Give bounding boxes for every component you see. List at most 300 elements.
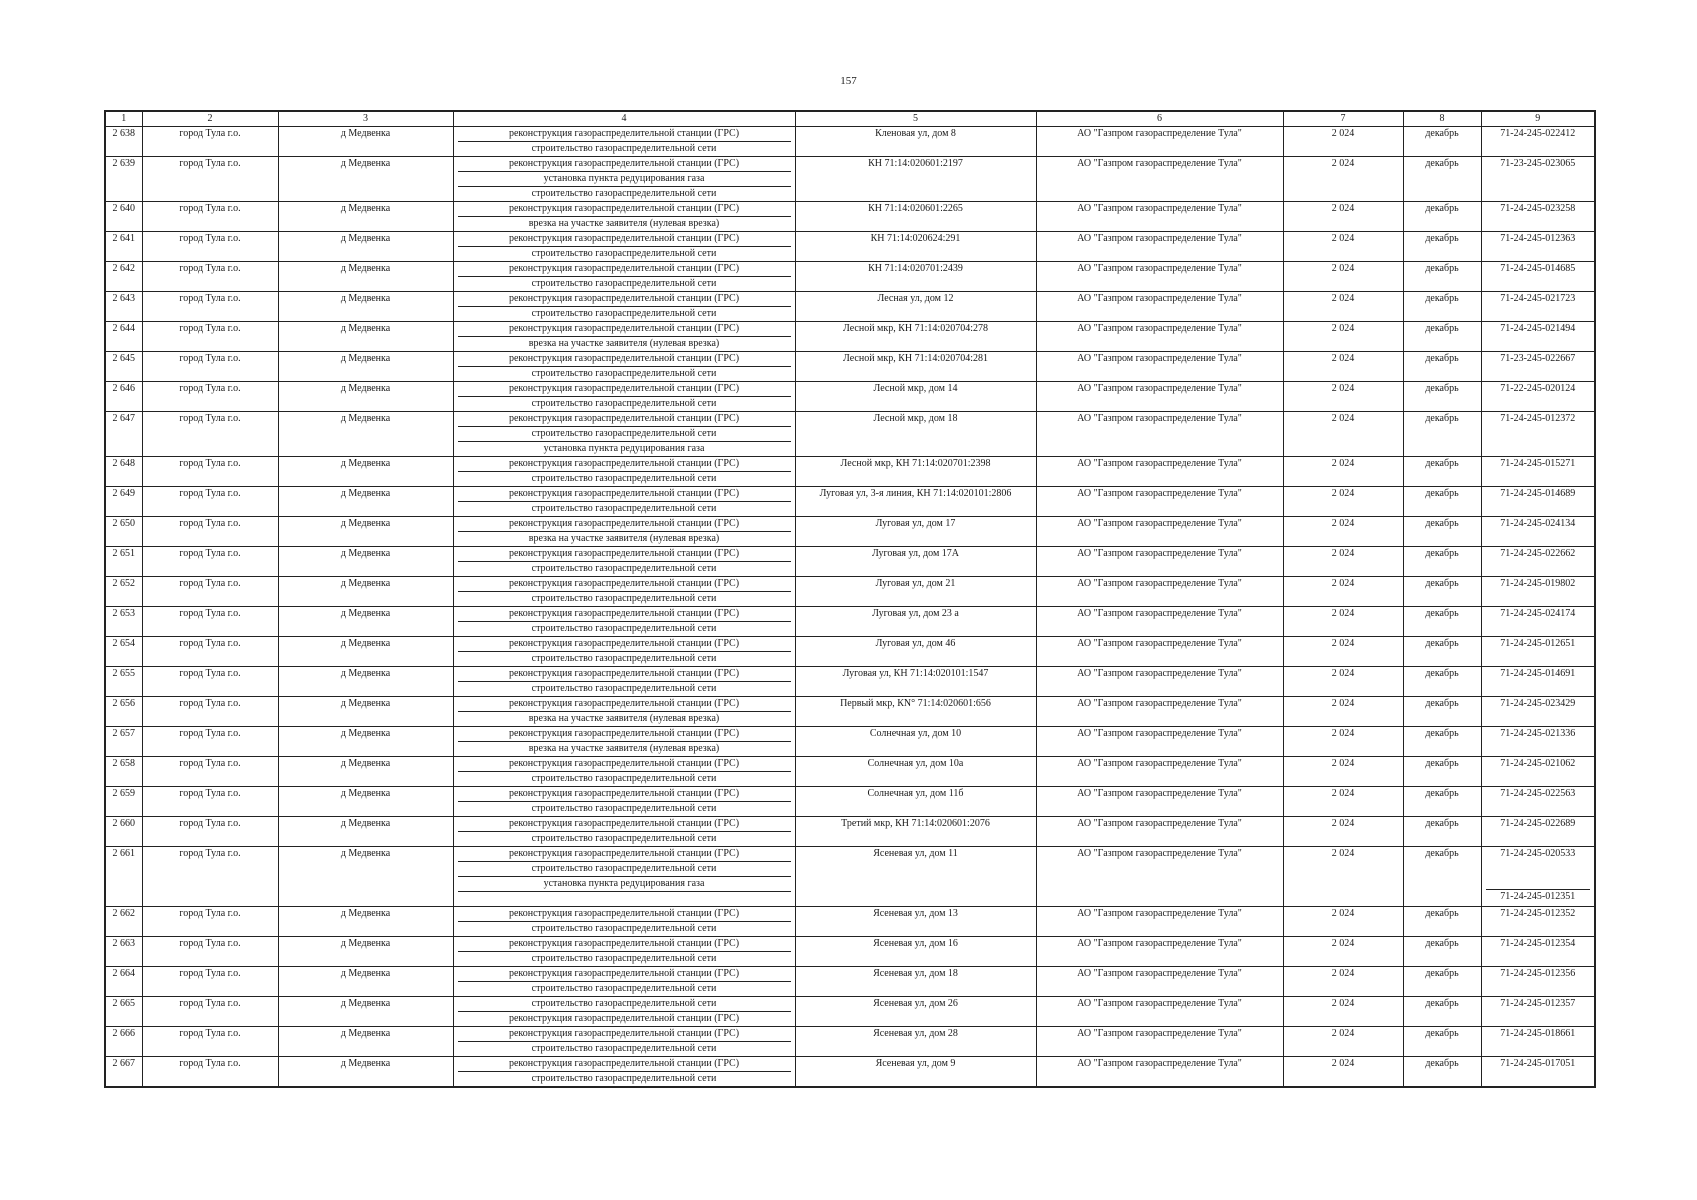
month-cell: декабрь <box>1403 997 1481 1027</box>
address-cell: Ясеневая ул, дом 16 <box>795 937 1036 967</box>
year-cell: 2 024 <box>1283 667 1403 697</box>
table-row <box>105 322 1595 352</box>
table-row <box>105 847 1595 907</box>
num-cell: 2 655 <box>105 667 142 697</box>
year-cell: 2 024 <box>1283 412 1403 457</box>
column-header-9: 9 <box>1481 111 1595 127</box>
works-cell <box>453 1057 795 1088</box>
table-row <box>105 697 1595 727</box>
address-cell: Третий мкр, КН 71:14:020601:2076 <box>795 817 1036 847</box>
address-cell: Ясеневая ул, дом 11 <box>795 847 1036 907</box>
year-cell: 2 024 <box>1283 1057 1403 1088</box>
cadastral-number: 71-24-245-012356 <box>1500 968 1576 979</box>
cadastral-number: 71-24-245-015271 <box>1500 458 1576 469</box>
work-item: реконструкция газораспределительной станции (ГРС) <box>458 697 791 712</box>
cadastral-number: 71-24-245-022412 <box>1500 128 1576 139</box>
work-item: строительство газораспределительной сети <box>458 997 791 1012</box>
organization-cell: АО "Газпром газораспределение Тула" <box>1036 757 1283 787</box>
cadastral-number: 71-24-245-012357 <box>1500 998 1576 1009</box>
municipality-cell: город Тула г.о. <box>142 757 278 787</box>
settlement-cell: д Медвенка <box>278 1057 453 1088</box>
works-cell <box>453 457 795 487</box>
month-cell: декабрь <box>1403 352 1481 382</box>
num-cell: 2 646 <box>105 382 142 412</box>
work-item <box>458 892 791 906</box>
settlement-cell: д Медвенка <box>278 157 453 202</box>
work-item: реконструкция газораспределительной станции (ГРС) <box>458 157 791 172</box>
num-cell: 2 647 <box>105 412 142 457</box>
work-item: реконструкция газораспределительной станции (ГРС) <box>458 352 791 367</box>
table-row <box>105 292 1595 322</box>
works-cell <box>453 637 795 667</box>
municipality-cell: город Тула г.о. <box>142 547 278 577</box>
year-cell: 2 024 <box>1283 232 1403 262</box>
column-header-7: 7 <box>1283 111 1403 127</box>
work-item: реконструкция газораспределительной станции (ГРС) <box>458 262 791 277</box>
cadastral-number: 71-24-245-024174 <box>1500 608 1576 619</box>
settlement-cell: д Медвенка <box>278 577 453 607</box>
organization-cell: АО "Газпром газораспределение Тула" <box>1036 967 1283 997</box>
num-cell: 2 662 <box>105 907 142 937</box>
settlement-cell: д Медвенка <box>278 727 453 757</box>
cadastral-cell <box>1481 817 1595 847</box>
work-item: врезка на участке заявителя (нулевая врезка) <box>528 218 720 229</box>
municipality-cell: город Тула г.о. <box>142 487 278 517</box>
municipality-cell: город Тула г.о. <box>142 787 278 817</box>
work-item: строительство газораспределительной сети <box>531 398 717 409</box>
address-cell: КН 71:14:020601:2265 <box>795 202 1036 232</box>
municipality-cell: город Тула г.о. <box>142 937 278 967</box>
municipality-cell: город Тула г.о. <box>142 352 278 382</box>
work-item: строительство газораспределительной сети <box>531 503 717 514</box>
works-cell <box>453 262 795 292</box>
num-cell: 2 660 <box>105 817 142 847</box>
settlement-cell: д Медвенка <box>278 232 453 262</box>
cadastral-cell <box>1481 322 1595 352</box>
num-cell: 2 649 <box>105 487 142 517</box>
works-cell <box>453 577 795 607</box>
municipality-cell: город Тула г.о. <box>142 127 278 157</box>
works-cell <box>453 787 795 817</box>
settlement-cell: д Медвенка <box>278 847 453 907</box>
municipality-cell: город Тула г.о. <box>142 157 278 202</box>
municipality-cell: город Тула г.о. <box>142 727 278 757</box>
address-cell: Лесной мкр, дом 18 <box>795 412 1036 457</box>
cadastral-number: 71-24-245-021336 <box>1500 728 1576 739</box>
cadastral-cell <box>1481 127 1595 157</box>
cadastral-cell <box>1481 577 1595 607</box>
municipality-cell: город Тула г.о. <box>142 517 278 547</box>
table-row <box>105 967 1595 997</box>
cadastral-cell <box>1481 757 1595 787</box>
work-item: установка пункта редуцирования газа <box>543 443 705 454</box>
cadastral-cell <box>1481 262 1595 292</box>
municipality-cell: город Тула г.о. <box>142 967 278 997</box>
year-cell: 2 024 <box>1283 292 1403 322</box>
month-cell: декабрь <box>1403 697 1481 727</box>
cadastral-number: 71-24-245-017051 <box>1500 1058 1576 1069</box>
organization-cell: АО "Газпром газораспределение Тула" <box>1036 937 1283 967</box>
work-item: строительство газораспределительной сети <box>531 773 717 784</box>
work-item: строительство газораспределительной сети <box>531 983 717 994</box>
organization-cell: АО "Газпром газораспределение Тула" <box>1036 202 1283 232</box>
table-row <box>105 937 1595 967</box>
settlement-cell: д Медвенка <box>278 547 453 577</box>
year-cell: 2 024 <box>1283 697 1403 727</box>
settlement-cell: д Медвенка <box>278 967 453 997</box>
year-cell: 2 024 <box>1283 817 1403 847</box>
settlement-cell: д Медвенка <box>278 457 453 487</box>
work-item: реконструкция газораспределительной станции (ГРС) <box>458 817 791 832</box>
cadastral-cell <box>1481 292 1595 322</box>
month-cell: декабрь <box>1403 457 1481 487</box>
municipality-cell: город Тула г.о. <box>142 637 278 667</box>
works-cell <box>453 937 795 967</box>
year-cell: 2 024 <box>1283 577 1403 607</box>
month-cell: декабрь <box>1403 667 1481 697</box>
work-item: реконструкция газораспределительной станции (ГРС) <box>458 487 791 502</box>
organization-cell: АО "Газпром газораспределение Тула" <box>1036 907 1283 937</box>
table-row <box>105 607 1595 637</box>
table-row <box>105 262 1595 292</box>
month-cell: декабрь <box>1403 262 1481 292</box>
cadastral-number: 71-24-245-012354 <box>1500 938 1576 949</box>
year-cell: 2 024 <box>1283 457 1403 487</box>
organization-cell: АО "Газпром газораспределение Тула" <box>1036 1027 1283 1057</box>
address-cell: Луговая ул, КН 71:14:020101:1547 <box>795 667 1036 697</box>
table-row <box>105 637 1595 667</box>
num-cell: 2 641 <box>105 232 142 262</box>
municipality-cell: город Тула г.о. <box>142 697 278 727</box>
table-row <box>105 727 1595 757</box>
year-cell: 2 024 <box>1283 487 1403 517</box>
table-row <box>105 157 1595 202</box>
cadastral-number: 71-24-245-024134 <box>1500 518 1576 529</box>
month-cell: декабрь <box>1403 382 1481 412</box>
cadastral-number: 71-24-245-014691 <box>1500 668 1576 679</box>
cadastral-number: 71-24-245-012651 <box>1500 638 1576 649</box>
settlement-cell: д Медвенка <box>278 997 453 1027</box>
address-cell: КН 71:14:020701:2439 <box>795 262 1036 292</box>
settlement-cell: д Медвенка <box>278 517 453 547</box>
cadastral-number: 71-24-245-023258 <box>1500 203 1576 214</box>
organization-cell: АО "Газпром газораспределение Тула" <box>1036 292 1283 322</box>
year-cell: 2 024 <box>1283 382 1403 412</box>
cadastral-number: 71-24-245-022689 <box>1500 818 1576 829</box>
address-cell: КН 71:14:020624:291 <box>795 232 1036 262</box>
num-cell: 2 643 <box>105 292 142 322</box>
spacer <box>1486 875 1591 889</box>
work-item: реконструкция газораспределительной станции (ГРС) <box>458 547 791 562</box>
work-item: реконструкция газораспределительной станции (ГРС) <box>458 607 791 622</box>
work-item: строительство газораспределительной сети <box>531 803 717 814</box>
column-header-6: 6 <box>1036 111 1283 127</box>
table-row <box>105 577 1595 607</box>
organization-cell: АО "Газпром газораспределение Тула" <box>1036 382 1283 412</box>
cadastral-cell <box>1481 1027 1595 1057</box>
year-cell: 2 024 <box>1283 727 1403 757</box>
month-cell: декабрь <box>1403 817 1481 847</box>
table-row <box>105 907 1595 937</box>
num-cell: 2 640 <box>105 202 142 232</box>
cadastral-cell <box>1481 157 1595 202</box>
settlement-cell: д Медвенка <box>278 937 453 967</box>
municipality-cell: город Тула г.о. <box>142 907 278 937</box>
table-row <box>105 517 1595 547</box>
month-cell: декабрь <box>1403 607 1481 637</box>
column-header-2: 2 <box>142 111 278 127</box>
address-cell: Ясеневая ул, дом 28 <box>795 1027 1036 1057</box>
work-item: строительство газораспределительной сети <box>531 623 717 634</box>
settlement-cell: д Медвенка <box>278 322 453 352</box>
num-cell: 2 644 <box>105 322 142 352</box>
cadastral-number: 71-24-245-012363 <box>1500 233 1576 244</box>
municipality-cell: город Тула г.о. <box>142 202 278 232</box>
cadastral-cell <box>1481 412 1595 457</box>
works-cell <box>453 697 795 727</box>
table-row <box>105 757 1595 787</box>
organization-cell: АО "Газпром газораспределение Тула" <box>1036 697 1283 727</box>
work-item: врезка на участке заявителя (нулевая врезка) <box>528 338 720 349</box>
year-cell: 2 024 <box>1283 262 1403 292</box>
year-cell: 2 024 <box>1283 937 1403 967</box>
settlement-cell: д Медвенка <box>278 697 453 727</box>
work-item: строительство газораспределительной сети <box>531 593 717 604</box>
month-cell: декабрь <box>1403 202 1481 232</box>
settlement-cell: д Медвенка <box>278 352 453 382</box>
month-cell: декабрь <box>1403 292 1481 322</box>
municipality-cell: город Тула г.о. <box>142 1057 278 1088</box>
organization-cell: АО "Газпром газораспределение Тула" <box>1036 1057 1283 1088</box>
year-cell: 2 024 <box>1283 607 1403 637</box>
month-cell: декабрь <box>1403 907 1481 937</box>
work-item: реконструкция газораспределительной станции (ГРС) <box>458 517 791 532</box>
address-cell: Солнечная ул, дом 10а <box>795 757 1036 787</box>
cadastral-number: 71-24-245-023429 <box>1500 698 1576 709</box>
month-cell: декабрь <box>1403 577 1481 607</box>
work-item: реконструкция газораспределительной станции (ГРС) <box>458 1057 791 1072</box>
table-row <box>105 352 1595 382</box>
address-cell: Лесной мкр, КН 71:14:020704:281 <box>795 352 1036 382</box>
organization-cell: АО "Газпром газораспределение Тула" <box>1036 727 1283 757</box>
cadastral-number: 71-24-245-014689 <box>1500 488 1576 499</box>
organization-cell: АО "Газпром газораспределение Тула" <box>1036 817 1283 847</box>
work-item: реконструкция газораспределительной станции (ГРС) <box>458 292 791 307</box>
settlement-cell: д Медвенка <box>278 757 453 787</box>
address-cell: Лесной мкр, КН 71:14:020704:278 <box>795 322 1036 352</box>
works-cell <box>453 547 795 577</box>
month-cell: декабрь <box>1403 847 1481 907</box>
cadastral-number: 71-24-245-021494 <box>1500 323 1576 334</box>
works-cell <box>453 322 795 352</box>
cadastral-cell <box>1481 937 1595 967</box>
num-cell: 2 638 <box>105 127 142 157</box>
address-cell: КН 71:14:020601:2197 <box>795 157 1036 202</box>
work-item: строительство газораспределительной сети <box>531 653 717 664</box>
works-cell <box>453 907 795 937</box>
year-cell: 2 024 <box>1283 157 1403 202</box>
works-cell <box>453 607 795 637</box>
spacer <box>1486 861 1591 875</box>
year-cell: 2 024 <box>1283 997 1403 1027</box>
works-cell <box>453 382 795 412</box>
cadastral-cell <box>1481 667 1595 697</box>
work-item: строительство газораспределительной сети <box>531 368 717 379</box>
cadastral-cell <box>1481 232 1595 262</box>
settlement-cell: д Медвенка <box>278 127 453 157</box>
work-item: врезка на участке заявителя (нулевая врезка) <box>528 713 720 724</box>
organization-cell: АО "Газпром газораспределение Тула" <box>1036 352 1283 382</box>
month-cell: декабрь <box>1403 1027 1481 1057</box>
num-cell: 2 639 <box>105 157 142 202</box>
table-row <box>105 127 1595 157</box>
work-item: строительство газораспределительной сети <box>458 862 791 877</box>
work-item: строительство газораспределительной сети <box>531 278 717 289</box>
work-item: строительство газораспределительной сети <box>531 833 717 844</box>
page-number: 157 <box>840 75 857 87</box>
cadastral-cell <box>1481 787 1595 817</box>
works-cell <box>453 232 795 262</box>
address-cell: Лесная ул, дом 12 <box>795 292 1036 322</box>
num-cell: 2 654 <box>105 637 142 667</box>
table-row <box>105 667 1595 697</box>
address-cell: Солнечная ул, дом 10 <box>795 727 1036 757</box>
address-cell: Луговая ул, дом 21 <box>795 577 1036 607</box>
cadastral-cell <box>1481 517 1595 547</box>
year-cell: 2 024 <box>1283 907 1403 937</box>
work-item: реконструкция газораспределительной станции (ГРС) <box>458 967 791 982</box>
settlement-cell: д Медвенка <box>278 202 453 232</box>
work-item: реконструкция газораспределительной станции (ГРС) <box>458 637 791 652</box>
cadastral-cell <box>1481 487 1595 517</box>
num-cell: 2 667 <box>105 1057 142 1088</box>
works-cell <box>453 412 795 457</box>
municipality-cell: город Тула г.о. <box>142 262 278 292</box>
year-cell: 2 024 <box>1283 127 1403 157</box>
settlement-cell: д Медвенка <box>278 487 453 517</box>
settlement-cell: д Медвенка <box>278 292 453 322</box>
month-cell: декабрь <box>1403 322 1481 352</box>
month-cell: декабрь <box>1403 157 1481 202</box>
address-cell: Луговая ул, дом 46 <box>795 637 1036 667</box>
work-item: реконструкция газораспределительной станции (ГРС) <box>458 202 791 217</box>
work-item: реконструкция газораспределительной станции (ГРС) <box>458 412 791 427</box>
num-cell: 2 652 <box>105 577 142 607</box>
settlement-cell: д Медвенка <box>278 262 453 292</box>
works-cell <box>453 157 795 202</box>
work-item: реконструкция газораспределительной станции (ГРС) <box>458 847 791 862</box>
column-header-8: 8 <box>1403 111 1481 127</box>
municipality-cell: город Тула г.о. <box>142 997 278 1027</box>
month-cell: декабрь <box>1403 727 1481 757</box>
table-row <box>105 787 1595 817</box>
organization-cell: АО "Газпром газораспределение Тула" <box>1036 157 1283 202</box>
municipality-cell: город Тула г.о. <box>142 412 278 457</box>
cadastral-cell <box>1481 997 1595 1027</box>
cadastral-number: 71-24-245-019802 <box>1500 578 1576 589</box>
organization-cell: АО "Газпром газораспределение Тула" <box>1036 607 1283 637</box>
settlement-cell: д Медвенка <box>278 637 453 667</box>
num-cell: 2 664 <box>105 967 142 997</box>
cadastral-number: 71-24-245-021723 <box>1500 293 1576 304</box>
organization-cell: АО "Газпром газораспределение Тула" <box>1036 262 1283 292</box>
work-item: реконструкция газораспределительной станции (ГРС) <box>458 232 791 247</box>
year-cell: 2 024 <box>1283 757 1403 787</box>
settlement-cell: д Медвенка <box>278 667 453 697</box>
work-item: реконструкция газораспределительной станции (ГРС) <box>458 577 791 592</box>
table-row <box>105 382 1595 412</box>
cadastral-number: 71-24-245-018661 <box>1500 1028 1576 1039</box>
month-cell: декабрь <box>1403 232 1481 262</box>
work-item: реконструкция газораспределительной станции (ГРС) <box>458 907 791 922</box>
table-row <box>105 1027 1595 1057</box>
address-cell: Кленовая ул, дом 8 <box>795 127 1036 157</box>
year-cell: 2 024 <box>1283 547 1403 577</box>
works-cell <box>453 517 795 547</box>
cadastral-number: 71-24-245-014685 <box>1500 263 1576 274</box>
work-item: реконструкция газораспределительной станции (ГРС) <box>458 727 791 742</box>
organization-cell: АО "Газпром газораспределение Тула" <box>1036 787 1283 817</box>
num-cell: 2 656 <box>105 697 142 727</box>
cadastral-cell <box>1481 1057 1595 1088</box>
organization-cell: АО "Газпром газораспределение Тула" <box>1036 127 1283 157</box>
year-cell: 2 024 <box>1283 967 1403 997</box>
cadastral-number: 71-24-245-022662 <box>1500 548 1576 559</box>
month-cell: декабрь <box>1403 787 1481 817</box>
month-cell: декабрь <box>1403 412 1481 457</box>
municipality-cell: город Тула г.о. <box>142 382 278 412</box>
table-row <box>105 457 1595 487</box>
month-cell: декабрь <box>1403 487 1481 517</box>
works-cell <box>453 127 795 157</box>
organization-cell: АО "Газпром газораспределение Тула" <box>1036 517 1283 547</box>
year-cell: 2 024 <box>1283 847 1403 907</box>
month-cell: декабрь <box>1403 937 1481 967</box>
works-cell <box>453 847 795 907</box>
address-cell: Лесной мкр, КН 71:14:020701:2398 <box>795 457 1036 487</box>
work-item: установка пункта редуцирования газа <box>458 877 791 892</box>
work-item: строительство газораспределительной сети <box>458 427 791 442</box>
organization-cell: АО "Газпром газораспределение Тула" <box>1036 667 1283 697</box>
column-header-5: 5 <box>795 111 1036 127</box>
works-cell <box>453 292 795 322</box>
address-cell: Лесной мкр, дом 14 <box>795 382 1036 412</box>
settlement-cell: д Медвенка <box>278 382 453 412</box>
organization-cell: АО "Газпром газораспределение Тула" <box>1036 847 1283 907</box>
municipality-cell: город Тула г.о. <box>142 1027 278 1057</box>
cadastral-number: 71-23-245-023065 <box>1500 158 1576 169</box>
year-cell: 2 024 <box>1283 787 1403 817</box>
year-cell: 2 024 <box>1283 517 1403 547</box>
settlement-cell: д Медвенка <box>278 907 453 937</box>
cadastral-cell <box>1481 202 1595 232</box>
column-header-3: 3 <box>278 111 453 127</box>
cadastral-number: 71-24-245-012351 <box>1486 889 1591 904</box>
work-item: строительство газораспределительной сети <box>531 563 717 574</box>
cadastral-number: 71-24-245-012372 <box>1500 413 1576 424</box>
work-item: реконструкция газораспределительной станции (ГРС) <box>458 667 791 682</box>
cadastral-cell <box>1481 907 1595 937</box>
table-row <box>105 412 1595 457</box>
works-cell <box>453 727 795 757</box>
work-item: реконструкция газораспределительной станции (ГРС) <box>458 1027 791 1042</box>
address-cell: Ясеневая ул, дом 18 <box>795 967 1036 997</box>
column-header-1: 1 <box>105 111 142 127</box>
work-item: реконструкция газораспределительной станции (ГРС) <box>458 937 791 952</box>
table-row <box>105 1057 1595 1088</box>
work-item: строительство газораспределительной сети <box>531 683 717 694</box>
work-item: реконструкция газораспределительной станции (ГРС) <box>458 787 791 802</box>
